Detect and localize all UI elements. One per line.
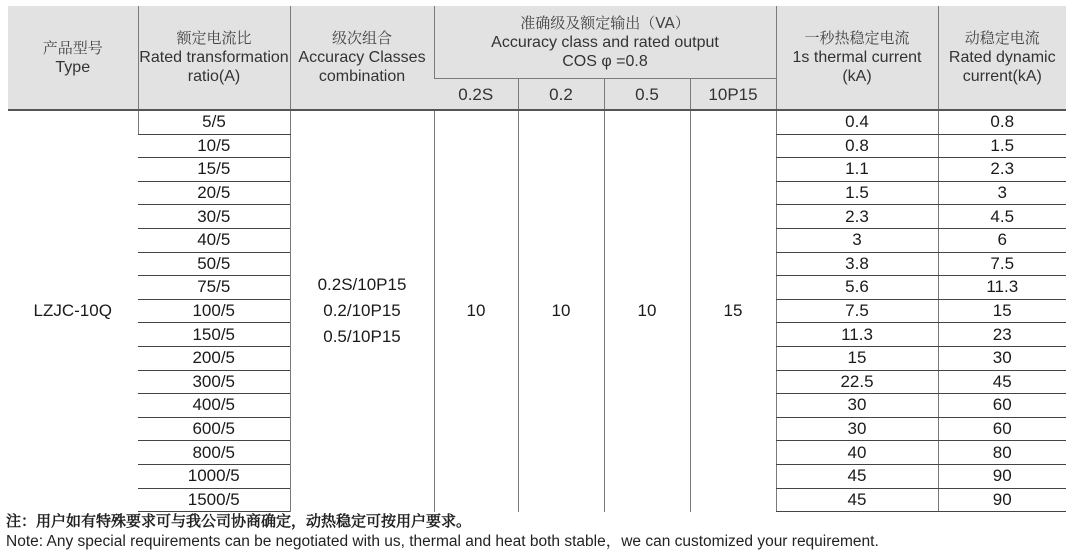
- combination-item: 0.2/10P15: [323, 301, 401, 321]
- ratio-cell: 20/5: [138, 181, 290, 205]
- header-output-en: Accuracy class and rated output: [491, 33, 719, 51]
- ratio-cell: 50/5: [138, 252, 290, 276]
- header-class-0-2: 0.2: [518, 79, 604, 111]
- dynamic-cell: 90: [938, 464, 1066, 488]
- thermal-cell: 3.8: [776, 252, 938, 276]
- ratio-cell: 150/5: [138, 323, 290, 347]
- dynamic-cell: 3: [938, 181, 1066, 205]
- ratio-cell: 30/5: [138, 205, 290, 229]
- combination-item: 0.2S/10P15: [317, 275, 407, 295]
- header-type-cn: 产品型号: [42, 38, 103, 57]
- header-output-cn: 准确级及额定输出（VA）: [520, 13, 690, 32]
- header-dynamic-cn: 动稳定电流: [964, 29, 1040, 47]
- thermal-cell: 0.8: [776, 134, 938, 158]
- ratio-cell: 400/5: [138, 394, 290, 418]
- ratio-cell: 1500/5: [138, 488, 290, 512]
- ratio-cell: 200/5: [138, 346, 290, 370]
- ratio-cell: 15/5: [138, 158, 290, 182]
- ratio-cell: 1000/5: [138, 464, 290, 488]
- header-ratio-en: Rated transformation ratio(A): [139, 49, 289, 85]
- dynamic-cell: 11.3: [938, 276, 1066, 300]
- dynamic-cell: 1.5: [938, 134, 1066, 158]
- thermal-cell: 45: [776, 488, 938, 512]
- header-output-cos: COS φ =0.8: [562, 52, 648, 70]
- header-ratio: [138, 6, 290, 110]
- type-cell: LZJC-10Q: [33, 301, 112, 321]
- header-class-0-2s: 0.2S: [434, 79, 518, 111]
- header-thermal: [776, 6, 938, 110]
- output-cell: 15: [690, 110, 776, 512]
- thermal-cell: 1.1: [776, 158, 938, 182]
- thermal-cell: 11.3: [776, 323, 938, 347]
- ratio-cell: 5/5: [138, 110, 290, 134]
- thermal-cell: 5.6: [776, 276, 938, 300]
- output-cell: 10: [604, 110, 690, 512]
- header-combination-en: Accuracy Classes combination: [298, 49, 426, 85]
- thermal-cell: 7.5: [776, 299, 938, 323]
- header-class-10p15: 10P15: [690, 79, 776, 111]
- thermal-cell: 15: [776, 346, 938, 370]
- ratio-cell: 600/5: [138, 417, 290, 441]
- combination-item: 0.5/10P15: [323, 327, 401, 347]
- dynamic-cell: 23: [938, 323, 1066, 347]
- combination-cell: [290, 110, 434, 512]
- dynamic-cell: 60: [938, 417, 1066, 441]
- spec-table: [8, 6, 1066, 512]
- dynamic-cell: 2.3: [938, 158, 1066, 182]
- header-type-en: Type: [55, 58, 91, 76]
- output-cell: 10: [434, 110, 518, 512]
- dynamic-cell: 4.5: [938, 205, 1066, 229]
- dynamic-cell: 60: [938, 394, 1066, 418]
- thermal-cell: 1.5: [776, 181, 938, 205]
- thermal-cell: 0.4: [776, 110, 938, 134]
- output-cell: 10: [518, 110, 604, 512]
- ratio-cell: 300/5: [138, 370, 290, 394]
- thermal-cell: 30: [776, 394, 938, 418]
- header-ratio-cn: 额定电流比: [176, 29, 252, 47]
- dynamic-cell: 15: [938, 299, 1066, 323]
- thermal-cell: 3: [776, 228, 938, 252]
- header-combination: [290, 6, 434, 110]
- ratio-cell: 10/5: [138, 134, 290, 158]
- dynamic-cell: 45: [938, 370, 1066, 394]
- header-thermal-cn: 一秒热稳定电流: [804, 29, 910, 47]
- note-english: Note: Any special requirements can be negotiated with us, thermal and heat both stable，we can customized your requirement.: [6, 533, 879, 550]
- thermal-cell: 22.5: [776, 370, 938, 394]
- thermal-cell: 30: [776, 417, 938, 441]
- header-dynamic: [938, 6, 1066, 110]
- header-combination-cn: 级次组合: [331, 29, 392, 47]
- dynamic-cell: 80: [938, 441, 1066, 465]
- dynamic-cell: 6: [938, 228, 1066, 252]
- header-dynamic-en: Rated dynamic current(kA): [948, 49, 1056, 85]
- thermal-cell: 45: [776, 464, 938, 488]
- ratio-cell: 40/5: [138, 228, 290, 252]
- ratio-cell: 75/5: [138, 276, 290, 300]
- header-type: [8, 6, 138, 110]
- dynamic-cell: 30: [938, 346, 1066, 370]
- ratio-cell: 100/5: [138, 299, 290, 323]
- note-chinese: 注：用户如有特殊要求可与我公司协商确定，动热稳定可按用户要求。: [6, 512, 472, 530]
- header-output: [434, 6, 776, 79]
- ratio-cell: 800/5: [138, 441, 290, 465]
- thermal-cell: 40: [776, 441, 938, 465]
- header-class-0-5: 0.5: [604, 79, 690, 111]
- table-row: [8, 110, 1066, 134]
- thermal-cell: 2.3: [776, 205, 938, 229]
- dynamic-cell: 90: [938, 488, 1066, 512]
- dynamic-cell: 0.8: [938, 110, 1066, 134]
- dynamic-cell: 7.5: [938, 252, 1066, 276]
- header-thermal-en: 1s thermal current (kA): [792, 49, 922, 85]
